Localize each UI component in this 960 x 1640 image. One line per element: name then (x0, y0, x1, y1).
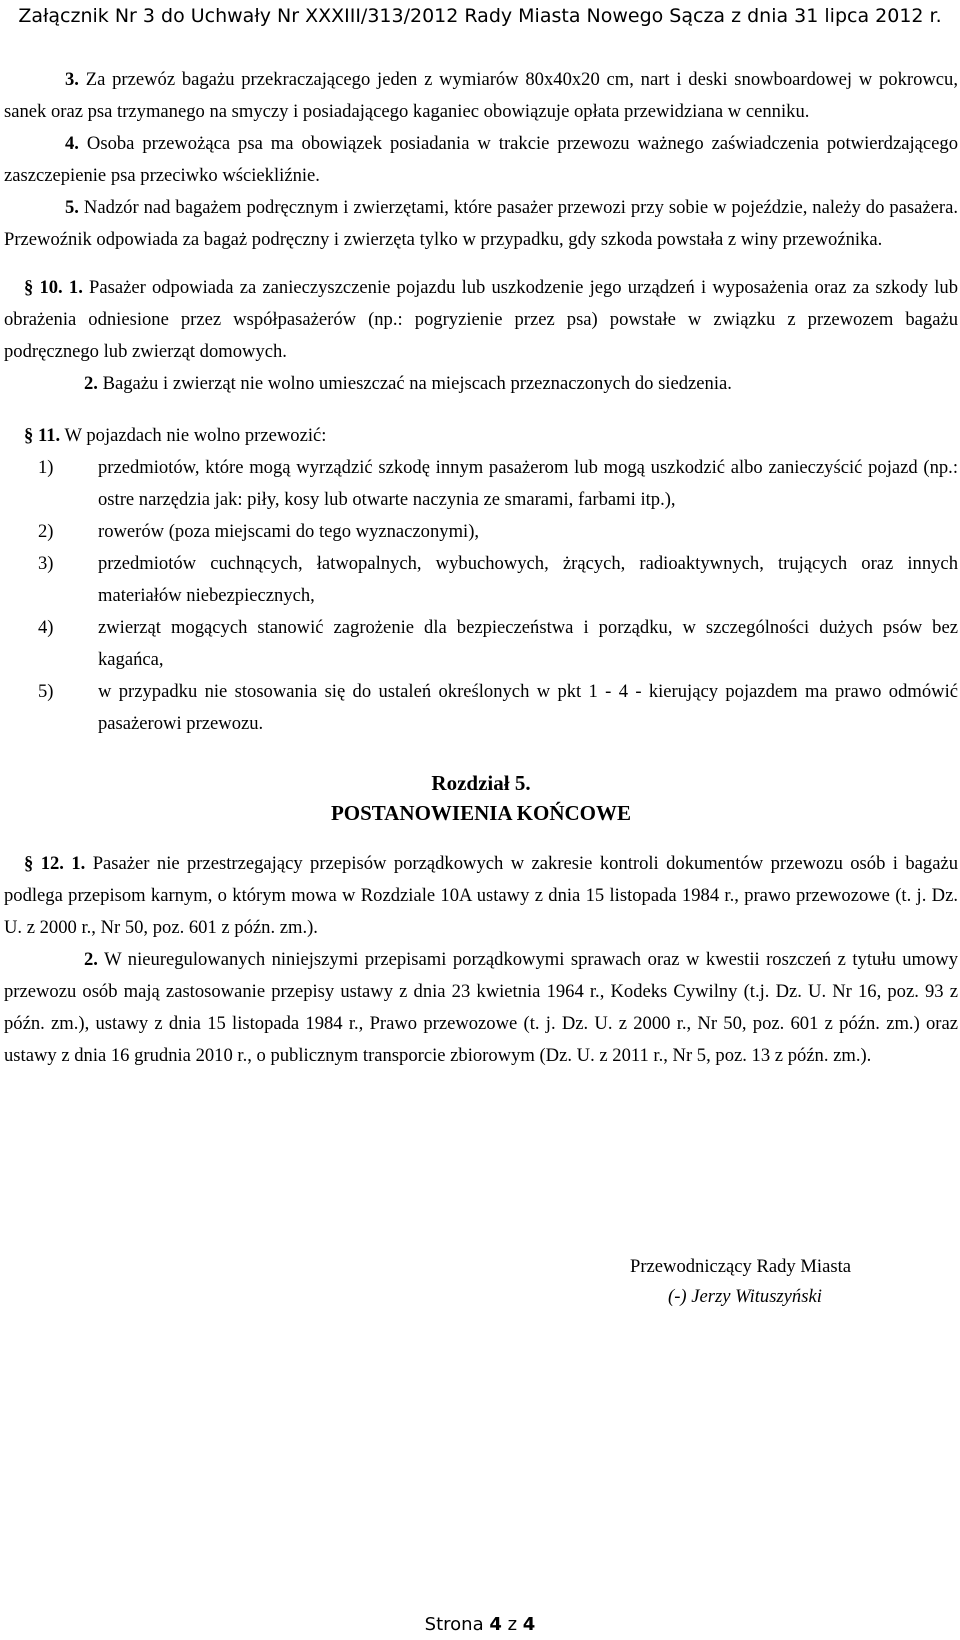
list-item (4, 612, 958, 676)
paragraph-text: Osoba przewożąca psa ma obowiązek posiadania w trakcie przewozu ważnego zaświadczenia potwierdzającego zaszczepienie psa przeciwko wściekliźnie. (4, 133, 958, 186)
list-item-text: przedmiotów cuchnących, łatwopalnych, wybuchowych, żrących, radioaktywnych, trujących oraz innych materiałów niebezpiecznych, (98, 553, 958, 606)
list-item-number: 4) (38, 617, 54, 638)
section-number: § 11. (24, 425, 61, 446)
list-item-number: 3) (38, 553, 54, 574)
chapter-title: POSTANOWIENIA KOŃCOWE (330, 801, 632, 825)
signatory-title: Przewodniczący Rady Miasta (630, 1256, 851, 1277)
section-10-paragraph-2 (4, 368, 958, 400)
document-header: Załącznik Nr 3 do Uchwały Nr XXXIII/313/2012 Rady Miasta Nowego Sącza z dnia 31 lipca 2012 r. (18, 5, 942, 27)
paragraph-number: 1. (71, 853, 86, 874)
paragraph-text: Bagażu i zwierząt nie wolno umieszczać na miejscach przeznaczonych do siedzenia. (97, 373, 732, 394)
prohibited-items-list (4, 452, 958, 740)
chapter-number: Rozdział 5. (431, 771, 531, 795)
page-separator: z (507, 1614, 518, 1635)
paragraph-4 (4, 128, 958, 192)
paragraph-text: Pasażer nie przestrzegający przepisów porządkowych w zakresie kontroli dokumentów przewozu osób i bagażu podlega przepisom karnym, o którym mowa w Rozdziale 10A ustawy z dnia 15 listopada 1984 r., prawo przewozowe (t. j. Dz. U. z 2000 r., Nr 50, poz. 601 z późn. zm.). (4, 853, 959, 938)
list-item (4, 452, 958, 516)
section-10 (4, 272, 958, 368)
paragraph-number: 4. (65, 133, 79, 154)
paragraph-text: Za przewóz bagażu przekraczającego jeden z wymiarów 80x40x20 cm, nart i deski snowboardowej w pokrowcu, sanek oraz psa trzymanego na smyczy i posiadającego kaganiec obowiązuje opłata przewidziana w cenniku. (4, 69, 958, 122)
section-number: § 12. (24, 853, 64, 874)
paragraph-number: 2. (84, 373, 98, 394)
paragraph-number: 3. (65, 69, 79, 90)
document-body (4, 64, 958, 1072)
section-11 (4, 420, 958, 452)
list-item-text: zwierząt mogących stanowić zagrożenie dla bezpieczeństwa i porządku, w szczególności dużych psów bez kagańca, (98, 617, 958, 670)
paragraph-number: 2. (84, 949, 98, 970)
list-item-number: 5) (38, 681, 54, 702)
list-item-text: rowerów (poza miejscami do tego wyznaczonymi), (98, 521, 480, 542)
list-item (4, 548, 958, 612)
section-12-paragraph-2 (4, 944, 958, 1072)
paragraph-number: 1. (68, 277, 83, 298)
paragraph-5 (4, 192, 958, 256)
paragraph-text: Pasażer odpowiada za zanieczyszczenie pojazdu lub uszkodzenie jego urządzeń i wyposażenia oraz za szkody lub obrażenia odniesione przez współpasażerów (np.: pogryzienie przez psa) powstałe w związku z przewozem bagażu podręcznego lub zwierząt domowych. (4, 277, 958, 362)
paragraph-text: W nieuregulowanych niniejszymi przepisami porządkowymi sprawach oraz w kwestii roszczeń z tytułu umowy przewozu osób mają zastosowanie przepisy ustawy z dnia 23 kwietnia 1964 r., Kodeks Cywilny (t.j. Dz. U. Nr 16, poz. 93 z późn. zm.), ustawy z dnia 15 listopada 1984 r., Prawo przewozowe (t. j. Dz. U. z 2000 r., Nr 50, poz. 601 z późn. zm.) oraz ustawy z dnia 16 grudnia 2010 r., o publicznym transporcie zbiorowym (Dz. U. z 2011 r., Nr 5, poz. 13 z późn. zm.). (4, 949, 958, 1066)
list-item (4, 516, 958, 548)
paragraph-3 (4, 64, 958, 128)
current-page-number: 4 (489, 1614, 502, 1635)
list-item-number: 1) (38, 457, 54, 478)
section-number: § 10. (24, 277, 63, 298)
page-footer (0, 1614, 960, 1636)
list-item-text: przedmiotów, które mogą wyrządzić szkodę innym pasażerom lub mogą uszkodzić albo zanieczyścić pojazd (np.: ostre narzędzia jak: piły, kosy lub otwarte naczynia ze smarami, farbami itp.), (98, 457, 958, 510)
total-page-count: 4 (522, 1614, 536, 1635)
signature-block (630, 1252, 960, 1312)
page-label: Strona (424, 1614, 484, 1635)
list-item-text: w przypadku nie stosowania się do ustaleń określonych w pkt 1 - 4 - kierujący pojazdem ma prawo odmówić pasażerowi przewozu. (98, 681, 958, 734)
list-item (4, 676, 958, 740)
list-item-number: 2) (38, 521, 54, 542)
paragraph-text: Nadzór nad bagażem podręcznym i zwierzętami, które pasażer przewozi przy sobie w pojeździe, należy do pasażera. Przewoźnik odpowiada za bagaż podręczny i zwierzęta tylko w przypadku, gdy szkoda powstała z winy przewoźnika. (4, 197, 958, 250)
section-intro: W pojazdach nie wolno przewozić: (60, 425, 327, 446)
signatory-name: (-) Jerzy Wituszyński (668, 1286, 822, 1307)
section-12 (4, 848, 958, 944)
paragraph-number: 5. (65, 197, 79, 218)
